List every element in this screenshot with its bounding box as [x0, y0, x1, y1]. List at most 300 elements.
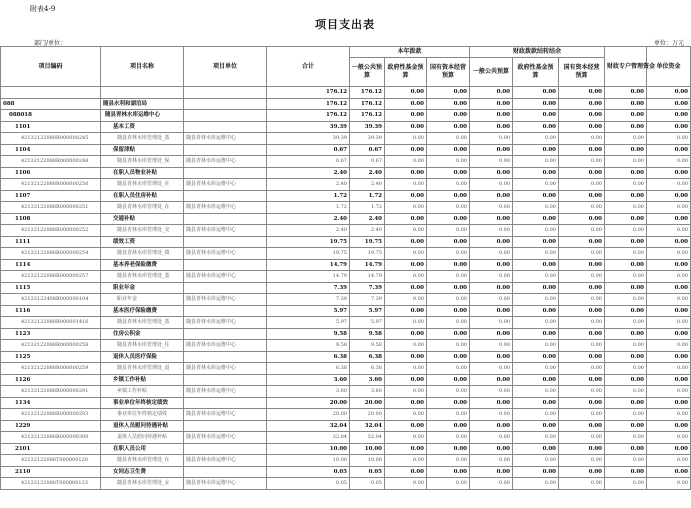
cell-c-general: 0.00: [470, 282, 513, 294]
cell-soe: 0.00: [427, 179, 470, 191]
cell-total: 176.12: [267, 98, 350, 110]
cell-c-general: 0.00: [470, 432, 513, 444]
cell-total: 9.58: [267, 328, 350, 340]
cell-c-general: 0.00: [470, 386, 513, 398]
cell-soe: 0.00: [427, 478, 470, 490]
table-row: [1, 478, 691, 490]
cell-unit: 随县青林水库运维中心: [184, 133, 267, 145]
cell-name: 基本工资: [101, 121, 184, 133]
cell-c-soe: 0.00: [559, 236, 605, 248]
cell-unit-funds: 0.00: [647, 236, 691, 248]
cell-gov-fund: 0.00: [385, 455, 427, 467]
table-row: [1, 133, 691, 145]
cell-c-gov-fund: 0.00: [513, 133, 559, 145]
cell-c-general: 0.00: [470, 466, 513, 478]
cell-gov-fund: 0.00: [385, 328, 427, 340]
cell-c-gov-fund: 0.00: [513, 167, 559, 179]
cell-code: 088018: [1, 110, 101, 122]
table-row: [1, 259, 691, 271]
cell-special: 0.00: [605, 190, 647, 202]
cell-special: 0.00: [605, 397, 647, 409]
cell-general: 19.75: [350, 236, 385, 248]
cell-c-gov-fund: 0.00: [513, 98, 559, 110]
cell-name: [101, 87, 184, 99]
cell-general: 0.67: [350, 156, 385, 168]
cell-total: 39.39: [267, 133, 350, 145]
cell-code: 42132122088R000000257: [1, 271, 101, 283]
cell-name: 保留津贴: [101, 144, 184, 156]
cell-code: 1229: [1, 420, 101, 432]
cell-general: 2.40: [350, 213, 385, 225]
cell-unit: [184, 351, 267, 363]
table-row: [1, 374, 691, 386]
table-row: [1, 305, 691, 317]
table-row: [1, 420, 691, 432]
cell-unit: 随县青林水库运维中心: [184, 409, 267, 421]
cell-general: 5.97: [350, 305, 385, 317]
cell-c-soe: 0.00: [559, 443, 605, 455]
cell-general: 6.38: [350, 363, 385, 375]
cell-name: 退休人员医疗保险: [101, 351, 184, 363]
cell-soe: 0.00: [427, 213, 470, 225]
cell-c-soe: 0.00: [559, 179, 605, 191]
cell-soe: 0.00: [427, 305, 470, 317]
cell-c-general: 0.00: [470, 179, 513, 191]
cell-unit-funds: 0.00: [647, 455, 691, 467]
table-row: [1, 443, 691, 455]
cell-c-soe: 0.00: [559, 271, 605, 283]
cell-total: 39.39: [267, 121, 350, 133]
cell-special: 0.00: [605, 236, 647, 248]
cell-soe: 0.00: [427, 455, 470, 467]
cell-code: 1115: [1, 282, 101, 294]
cell-general: 7.39: [350, 282, 385, 294]
cell-soe: 0.00: [427, 87, 470, 99]
cell-unit: [184, 190, 267, 202]
cell-soe: 0.00: [427, 156, 470, 168]
cell-gov-fund: 0.00: [385, 259, 427, 271]
cell-unit-funds: 0.00: [647, 156, 691, 168]
cell-c-general: 0.00: [470, 110, 513, 122]
cell-general: 1.72: [350, 190, 385, 202]
table-row: [1, 282, 691, 294]
cell-unit-funds: 0.00: [647, 478, 691, 490]
cell-general: 7.39: [350, 294, 385, 306]
cell-name: 随县青林水库管理处_在: [101, 179, 184, 191]
cell-special: 0.00: [605, 259, 647, 271]
cell-soe: 0.00: [427, 98, 470, 110]
cell-special: 0.00: [605, 294, 647, 306]
cell-name: 随县青林水库管理处_住: [101, 340, 184, 352]
cell-special: 0.00: [605, 248, 647, 260]
cell-code: 1107: [1, 190, 101, 202]
cell-soe: 0.00: [427, 351, 470, 363]
cell-soe: 0.00: [427, 248, 470, 260]
cell-unit-funds: 0.00: [647, 363, 691, 375]
cell-code: 42132122088T000000120: [1, 455, 101, 467]
cell-total: 2.40: [267, 213, 350, 225]
cell-code: 1125: [1, 351, 101, 363]
cell-general: 20.00: [350, 397, 385, 409]
cell-gov-fund: 0.00: [385, 397, 427, 409]
cell-general: 10.00: [350, 455, 385, 467]
cell-c-soe: 0.00: [559, 317, 605, 329]
cell-c-soe: 0.00: [559, 282, 605, 294]
cell-c-gov-fund: 0.00: [513, 259, 559, 271]
table-row: [1, 121, 691, 133]
col-header-special-account: 财政专户管理资金: [605, 47, 647, 87]
table-row: [1, 236, 691, 248]
cell-c-general: 0.00: [470, 397, 513, 409]
cell-c-general: 0.00: [470, 213, 513, 225]
cell-general: 32.04: [350, 420, 385, 432]
col-header-carryover: 财政拨款结转结余: [470, 47, 605, 58]
cell-unit: 随县青林水库运维中心: [184, 317, 267, 329]
cell-name: 随县青林水库管理处_基: [101, 271, 184, 283]
cell-code: 42132122088R000000248: [1, 156, 101, 168]
cell-code: 42132122088R000000293: [1, 409, 101, 421]
cell-gov-fund: 0.00: [385, 466, 427, 478]
cell-general: 0.05: [350, 478, 385, 490]
cell-c-soe: 0.00: [559, 328, 605, 340]
cell-name: 随县青林水库管理处_保: [101, 156, 184, 168]
cell-c-general: 0.00: [470, 340, 513, 352]
cell-gov-fund: 0.00: [385, 190, 427, 202]
cell-c-general: 0.00: [470, 455, 513, 467]
cell-gov-fund: 0.00: [385, 236, 427, 248]
cell-c-gov-fund: 0.00: [513, 351, 559, 363]
cell-special: 0.00: [605, 271, 647, 283]
cell-code: 42132122088R000000252: [1, 225, 101, 237]
cell-c-gov-fund: 0.00: [513, 271, 559, 283]
cell-unit: 随县青林水库运维中心: [184, 386, 267, 398]
cell-soe: 0.00: [427, 271, 470, 283]
cell-c-gov-fund: 0.00: [513, 121, 559, 133]
cell-gov-fund: 0.00: [385, 87, 427, 99]
cell-name: 随县青林水库管理处_绩: [101, 248, 184, 260]
cell-c-general: 0.00: [470, 98, 513, 110]
cell-unit-funds: 0.00: [647, 294, 691, 306]
cell-unit-funds: 0.00: [647, 420, 691, 432]
cell-soe: 0.00: [427, 328, 470, 340]
cell-soe: 0.00: [427, 236, 470, 248]
cell-c-gov-fund: 0.00: [513, 87, 559, 99]
cell-special: 0.00: [605, 317, 647, 329]
page-title: 项目支出表: [315, 18, 375, 31]
cell-gov-fund: 0.00: [385, 133, 427, 145]
cell-special: 0.00: [605, 340, 647, 352]
cell-name: 随县青林水库运维中心: [101, 110, 184, 122]
cell-unit-funds: 0.00: [647, 167, 691, 179]
cell-special: 0.00: [605, 179, 647, 191]
cell-total: 0.05: [267, 466, 350, 478]
cell-gov-fund: 0.00: [385, 144, 427, 156]
cell-c-gov-fund: 0.00: [513, 466, 559, 478]
cell-gov-fund: 0.00: [385, 386, 427, 398]
cell-unit: 随县青林水库运维中心: [184, 225, 267, 237]
cell-unit-funds: 0.00: [647, 213, 691, 225]
cell-soe: 0.00: [427, 432, 470, 444]
cell-name: 绩效工资: [101, 236, 184, 248]
cell-code: 1126: [1, 374, 101, 386]
cell-c-general: 0.00: [470, 236, 513, 248]
col-header-carry-gov-fund: 政府性基金预算: [513, 58, 559, 87]
col-header-carry-general: 一般公共预算: [470, 58, 513, 87]
cell-c-gov-fund: 0.00: [513, 110, 559, 122]
cell-unit-funds: 0.00: [647, 432, 691, 444]
cell-general: 3.60: [350, 386, 385, 398]
cell-c-general: 0.00: [470, 248, 513, 260]
cell-soe: 0.00: [427, 466, 470, 478]
cell-unit-funds: 0.00: [647, 466, 691, 478]
cell-code: 088: [1, 98, 101, 110]
cell-name: 随县水利和湖泊局: [101, 98, 184, 110]
cell-c-general: 0.00: [470, 409, 513, 421]
cell-unit: 随县青林水库运维中心: [184, 478, 267, 490]
cell-c-soe: 0.00: [559, 190, 605, 202]
cell-c-general: 0.00: [470, 478, 513, 490]
cell-soe: 0.00: [427, 363, 470, 375]
cell-unit-funds: 0.00: [647, 340, 691, 352]
cell-soe: 0.00: [427, 121, 470, 133]
cell-soe: 0.00: [427, 409, 470, 421]
cell-c-general: 0.00: [470, 202, 513, 214]
cell-name: 职业年金: [101, 294, 184, 306]
cell-c-soe: 0.00: [559, 420, 605, 432]
cell-c-soe: 0.00: [559, 133, 605, 145]
cell-name: 随县青林水库管理处_交: [101, 225, 184, 237]
cell-name: 基本养老保险缴费: [101, 259, 184, 271]
cell-soe: 0.00: [427, 110, 470, 122]
cell-name: 在职人员住房补贴: [101, 190, 184, 202]
cell-general: 39.39: [350, 133, 385, 145]
cell-gov-fund: 0.00: [385, 167, 427, 179]
cell-name: 随县青林水库管理处_在: [101, 455, 184, 467]
cell-gov-fund: 0.00: [385, 282, 427, 294]
cell-general: 2.40: [350, 179, 385, 191]
cell-total: 6.38: [267, 363, 350, 375]
cell-total: 3.60: [267, 386, 350, 398]
cell-gov-fund: 0.00: [385, 248, 427, 260]
cell-general: 2.40: [350, 225, 385, 237]
cell-c-soe: 0.00: [559, 374, 605, 386]
cell-c-gov-fund: 0.00: [513, 374, 559, 386]
cell-unit: 随县青林水库运维中心: [184, 432, 267, 444]
cell-special: 0.00: [605, 420, 647, 432]
table-row: [1, 294, 691, 306]
cell-gov-fund: 0.00: [385, 351, 427, 363]
cell-code: 42132122088R000000254: [1, 248, 101, 260]
cell-code: 42132122088R000000291: [1, 386, 101, 398]
cell-c-gov-fund: 0.00: [513, 363, 559, 375]
cell-total: 176.12: [267, 87, 350, 99]
cell-code: 42132122088T000000123: [1, 478, 101, 490]
cell-general: 6.38: [350, 351, 385, 363]
cell-c-gov-fund: 0.00: [513, 225, 559, 237]
cell-unit-funds: 0.00: [647, 351, 691, 363]
col-header-total: 合计: [267, 47, 350, 87]
cell-name: 随县青林水库管理处_退: [101, 363, 184, 375]
cell-c-gov-fund: 0.00: [513, 190, 559, 202]
cell-total: 19.75: [267, 236, 350, 248]
cell-c-gov-fund: 0.00: [513, 420, 559, 432]
cell-unit: [184, 305, 267, 317]
cell-c-gov-fund: 0.00: [513, 455, 559, 467]
cell-total: 5.97: [267, 305, 350, 317]
cell-c-gov-fund: 0.00: [513, 144, 559, 156]
cell-soe: 0.00: [427, 225, 470, 237]
cell-gov-fund: 0.00: [385, 340, 427, 352]
cell-code: 1134: [1, 397, 101, 409]
cell-general: 5.97: [350, 317, 385, 329]
cell-c-gov-fund: 0.00: [513, 179, 559, 191]
cell-c-soe: 0.00: [559, 466, 605, 478]
cell-c-gov-fund: 0.00: [513, 340, 559, 352]
cell-special: 0.00: [605, 110, 647, 122]
cell-general: 14.79: [350, 271, 385, 283]
cell-unit: 随县青林水库运维中心: [184, 455, 267, 467]
cell-code: 42132122088R000000245: [1, 133, 101, 145]
cell-name: 随县青林水库管理处_基: [101, 133, 184, 145]
table-row: [1, 179, 691, 191]
cell-unit-funds: 0.00: [647, 248, 691, 260]
cell-general: 0.67: [350, 144, 385, 156]
table-row: [1, 98, 691, 110]
cell-total: 10.00: [267, 443, 350, 455]
cell-unit-funds: 0.00: [647, 190, 691, 202]
cell-unit: [184, 144, 267, 156]
cell-name: 随县青林水库管理处_基: [101, 317, 184, 329]
cell-unit: 随县青林水库运维中心: [184, 156, 267, 168]
cell-unit: 随县青林水库运维中心: [184, 179, 267, 191]
cell-name: 交通补贴: [101, 213, 184, 225]
cell-gov-fund: 0.00: [385, 420, 427, 432]
cell-general: 9.58: [350, 340, 385, 352]
cell-general: 1.72: [350, 202, 385, 214]
cell-unit: [184, 110, 267, 122]
cell-special: 0.00: [605, 121, 647, 133]
cell-c-general: 0.00: [470, 374, 513, 386]
cell-code: 42132122088R000000250: [1, 179, 101, 191]
cell-soe: 0.00: [427, 317, 470, 329]
table-row: [1, 225, 691, 237]
table-row: [1, 328, 691, 340]
cell-gov-fund: 0.00: [385, 98, 427, 110]
cell-general: 32.04: [350, 432, 385, 444]
cell-total: 7.39: [267, 282, 350, 294]
cell-unit-funds: 0.00: [647, 397, 691, 409]
cell-unit-funds: 0.00: [647, 98, 691, 110]
cell-unit: [184, 236, 267, 248]
cell-name: 随县青林水库管理处_在: [101, 202, 184, 214]
table-row: [1, 363, 691, 375]
cell-c-general: 0.00: [470, 225, 513, 237]
cell-total: 32.04: [267, 420, 350, 432]
cell-special: 0.00: [605, 202, 647, 214]
cell-special: 0.00: [605, 87, 647, 99]
cell-code: 1123: [1, 328, 101, 340]
cell-unit: 随县青林水库运维中心: [184, 363, 267, 375]
cell-soe: 0.00: [427, 190, 470, 202]
cell-soe: 0.00: [427, 443, 470, 455]
col-header-current-year: 本年拨款: [350, 47, 470, 58]
cell-unit: [184, 121, 267, 133]
table-row: [1, 87, 691, 99]
cell-special: 0.00: [605, 432, 647, 444]
col-header-carry-soe: 国有资本经营预算: [559, 58, 605, 87]
cell-general: 176.12: [350, 87, 385, 99]
cell-unit: [184, 466, 267, 478]
cell-gov-fund: 0.00: [385, 225, 427, 237]
cell-unit: 随县青林水库运维中心: [184, 271, 267, 283]
cell-c-gov-fund: 0.00: [513, 432, 559, 444]
unit-label: 单位：万元: [653, 40, 684, 47]
cell-gov-fund: 0.00: [385, 110, 427, 122]
attachment-label: 附表4-9: [30, 5, 56, 13]
cell-soe: 0.00: [427, 259, 470, 271]
cell-unit: [184, 420, 267, 432]
cell-total: 20.00: [267, 409, 350, 421]
cell-c-gov-fund: 0.00: [513, 328, 559, 340]
cell-code: 42132122088R000000251: [1, 202, 101, 214]
cell-c-soe: 0.00: [559, 340, 605, 352]
cell-soe: 0.00: [427, 282, 470, 294]
cell-gov-fund: 0.00: [385, 443, 427, 455]
cell-c-general: 0.00: [470, 156, 513, 168]
cell-unit: [184, 328, 267, 340]
cell-soe: 0.00: [427, 133, 470, 145]
cell-total: 3.60: [267, 374, 350, 386]
table-row: [1, 340, 691, 352]
table-body: [1, 87, 691, 490]
cell-total: 32.04: [267, 432, 350, 444]
cell-name: 退休人员慰问待遇补贴: [101, 432, 184, 444]
cell-unit-funds: 0.00: [647, 87, 691, 99]
cell-code: 1114: [1, 259, 101, 271]
cell-c-gov-fund: 0.00: [513, 443, 559, 455]
cell-c-soe: 0.00: [559, 351, 605, 363]
cell-code: 42132122088R000000300: [1, 432, 101, 444]
cell-general: 2.40: [350, 167, 385, 179]
cell-gov-fund: 0.00: [385, 202, 427, 214]
cell-name: 乡镇工作补贴: [101, 374, 184, 386]
col-header-code: 项目编码: [1, 47, 101, 87]
cell-name: 职业年金: [101, 282, 184, 294]
cell-c-general: 0.00: [470, 420, 513, 432]
cell-code: [1, 87, 101, 99]
cell-c-general: 0.00: [470, 294, 513, 306]
cell-c-soe: 0.00: [559, 363, 605, 375]
cell-c-gov-fund: 0.00: [513, 236, 559, 248]
cell-code: 2110: [1, 466, 101, 478]
cell-total: 0.67: [267, 156, 350, 168]
cell-c-soe: 0.00: [559, 202, 605, 214]
cell-c-soe: 0.00: [559, 121, 605, 133]
cell-name: 女同志卫生费: [101, 466, 184, 478]
col-header-unit-funds: 单位资金: [647, 47, 691, 87]
cell-gov-fund: 0.00: [385, 409, 427, 421]
cell-c-general: 0.00: [470, 305, 513, 317]
cell-total: 1.72: [267, 202, 350, 214]
cell-code: 1108: [1, 213, 101, 225]
cell-name: 事业单位年终核定绩效: [101, 409, 184, 421]
cell-c-soe: 0.00: [559, 294, 605, 306]
cell-soe: 0.00: [427, 397, 470, 409]
cell-name: 在职人员公用: [101, 443, 184, 455]
cell-unit-funds: 0.00: [647, 144, 691, 156]
cell-special: 0.00: [605, 443, 647, 455]
cell-c-gov-fund: 0.00: [513, 386, 559, 398]
